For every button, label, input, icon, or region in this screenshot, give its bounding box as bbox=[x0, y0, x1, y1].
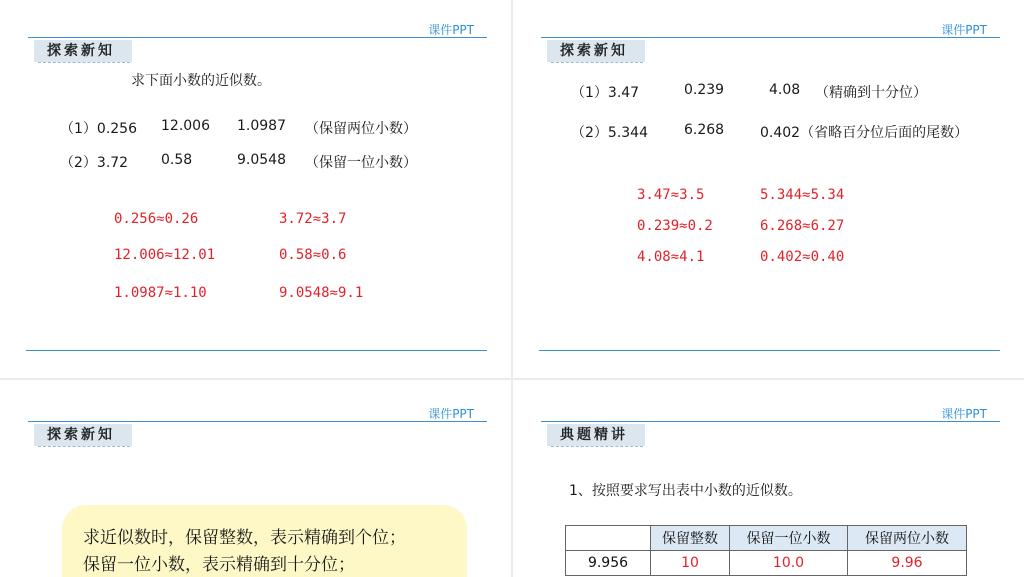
table-header: 保留一位小数 bbox=[730, 526, 848, 551]
row2-value-3: 0.402（省略百分位后面的尾数） bbox=[760, 125, 969, 141]
table-header: 保留两位小数 bbox=[848, 526, 967, 551]
header-divider bbox=[541, 421, 1000, 422]
answer: 0.256≈0.26 bbox=[114, 211, 199, 227]
section-tag: 探索新知 bbox=[547, 40, 645, 62]
row1-value-2: 12.006 bbox=[161, 118, 210, 134]
brand-label: 课件PPT bbox=[941, 407, 987, 421]
brand-label: 课件PPT bbox=[428, 407, 474, 421]
approximation-table bbox=[565, 525, 967, 576]
row2-value-3: 9.0548 bbox=[237, 152, 286, 168]
row1-hint: （保留两位小数） bbox=[305, 121, 417, 137]
answer: 0.58≈0.6 bbox=[279, 247, 347, 263]
answer: 0.239≈0.2 bbox=[637, 218, 713, 234]
answer: 4.08≈4.1 bbox=[637, 249, 705, 265]
prompt: 求下面小数的近似数。 bbox=[131, 73, 271, 89]
answer: 9.0548≈9.1 bbox=[279, 285, 364, 301]
slide-4[interactable] bbox=[513, 380, 1024, 577]
row1-value-2: 0.239 bbox=[684, 82, 725, 98]
row2-value-2: 6.268 bbox=[684, 122, 725, 138]
table-header-row bbox=[566, 526, 967, 551]
slide-1[interactable] bbox=[0, 0, 511, 378]
table-header: 保留整数 bbox=[651, 526, 730, 551]
section-tag: 探索新知 bbox=[34, 40, 132, 62]
table-cell-number: 9.956 bbox=[566, 551, 651, 576]
header-divider bbox=[541, 37, 1000, 38]
table-cell-answer: 10.0 bbox=[730, 551, 848, 576]
row1-value-3: 1.0987 bbox=[237, 118, 286, 134]
answer: 3.47≈3.5 bbox=[637, 187, 705, 203]
note-line-2: 保留一位小数，表示精确到十分位； bbox=[83, 555, 355, 575]
note-line-1: 求近似数时，保留整数，表示精确到个位； bbox=[83, 528, 406, 548]
row2-label: （2）3.72 bbox=[60, 155, 129, 171]
answer: 12.006≈12.01 bbox=[114, 247, 216, 263]
answer: 3.72≈3.7 bbox=[279, 211, 347, 227]
rule-note bbox=[62, 505, 467, 577]
table-cell-answer: 9.96 bbox=[848, 551, 967, 576]
table-cell-answer: 10 bbox=[651, 551, 730, 576]
brand-label: 课件PPT bbox=[428, 23, 474, 37]
answer: 0.402≈0.40 bbox=[760, 249, 845, 265]
footer-divider bbox=[26, 350, 487, 351]
header-divider bbox=[28, 37, 487, 38]
footer-divider bbox=[539, 350, 1000, 351]
row1-label: （1）0.256 bbox=[60, 121, 137, 137]
slide-2[interactable] bbox=[513, 0, 1024, 378]
section-tag: 探索新知 bbox=[34, 424, 132, 446]
table-header bbox=[566, 526, 651, 551]
header-divider bbox=[28, 421, 487, 422]
slide-3[interactable] bbox=[0, 380, 511, 577]
brand-label: 课件PPT bbox=[941, 23, 987, 37]
answer: 5.344≈5.34 bbox=[760, 187, 845, 203]
answer: 1.0987≈1.10 bbox=[114, 285, 207, 301]
table-row bbox=[566, 551, 967, 576]
row1-value-3: 4.08 bbox=[769, 82, 801, 98]
row2-hint: （保留一位小数） bbox=[305, 155, 417, 171]
answer: 6.268≈6.27 bbox=[760, 218, 845, 234]
row1-label: （1）3.47 bbox=[571, 85, 640, 101]
question: 1、按照要求写出表中小数的近似数。 bbox=[569, 483, 802, 499]
row2-label: （2）5.344 bbox=[571, 125, 648, 141]
section-tag: 典题精讲 bbox=[547, 424, 645, 446]
row1-hint: （精确到十分位） bbox=[815, 85, 927, 101]
row2-value-2: 0.58 bbox=[161, 152, 193, 168]
